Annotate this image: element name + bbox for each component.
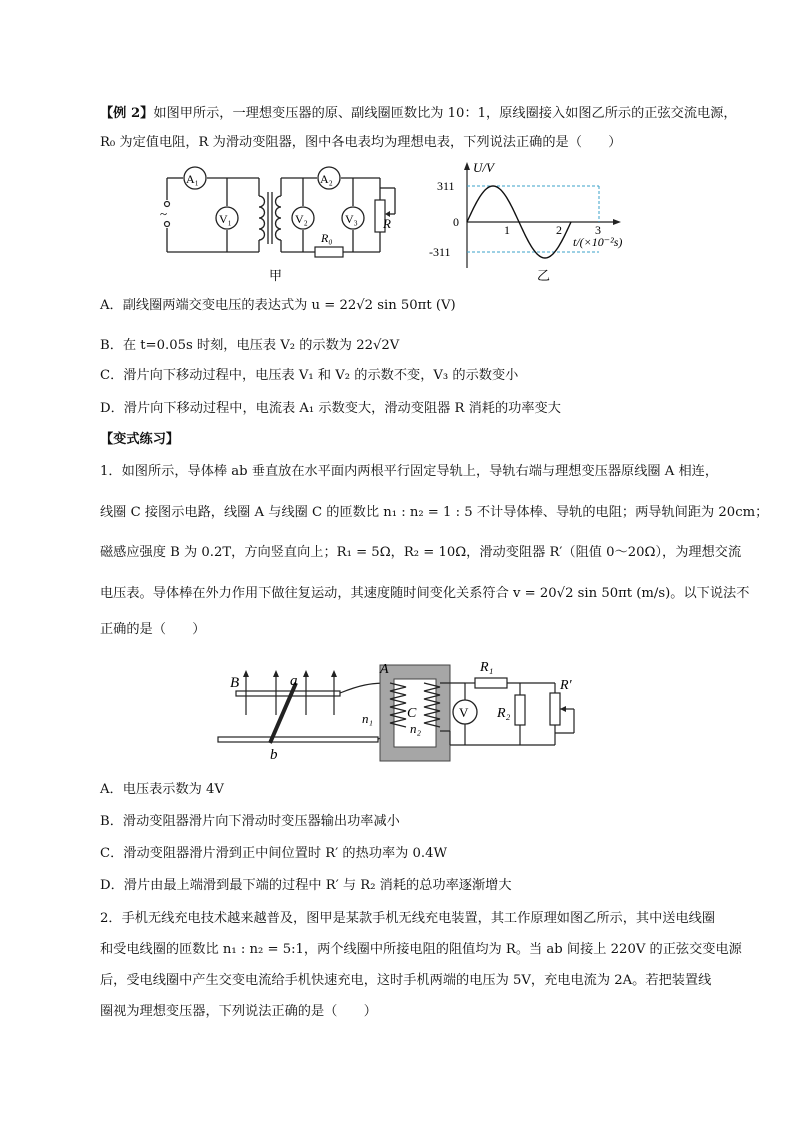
meter-a2: A₂	[320, 172, 333, 186]
label-r0: R₀	[321, 231, 333, 245]
meter-v3: V₃	[345, 212, 358, 226]
resistor-r-prime	[550, 693, 560, 725]
graph-ylabel: U/V	[473, 160, 494, 175]
label-n2: n₂	[410, 721, 422, 736]
meter-v2: V₂	[295, 212, 308, 226]
resistor-r1	[475, 678, 507, 688]
variant-heading: 【变式练习】	[100, 432, 180, 447]
q1-line4: 电压表。导体棒在外力作用下做往复运动，其速度随时间变化关系符合 v = 20√2 sin 50πt (m/s)。以下说法不	[100, 586, 750, 601]
ac-source-symbol: ~	[160, 206, 168, 221]
graph-xlabel: t/(×10⁻²s)	[573, 235, 623, 249]
q1-line2: 线圈 C 接图示电路，线圈 A 与线圈 C 的匝数比 n₁ : n₂ = 1 : 5 不计导体棒、导轨的电阻；两导轨间距为 20cm；	[100, 505, 769, 520]
label-b-rod: b	[270, 747, 278, 763]
ytick-311: 311	[437, 179, 455, 193]
example2-option-d: D．滑片向下移动过程中，电流表 A₁ 示数变大，滑动变阻器 R 消耗的功率变大	[100, 401, 561, 416]
label-r1: R₁	[480, 660, 494, 675]
example2-option-b: B．在 t=0.05s 时刻，电压表 V₂ 的示数为 22√2V	[100, 338, 400, 353]
caption-yi: 乙	[537, 268, 551, 283]
figure-yi-sine-graph	[425, 160, 640, 285]
q1-option-c: C．滑动变阻器滑片滑到正中间位置时 R′ 的热功率为 0.4W	[100, 846, 448, 861]
example2-tag: 【例 2】	[100, 106, 154, 121]
ytick-0: 0	[453, 215, 459, 229]
example2-line2: R₀ 为定值电阻，R 为滑动变阻器，图中各电表均为理想电表，下列说法正确的是（ ）	[100, 135, 622, 150]
q1-line3: 磁感应强度 B 为 0.2T，方向竖直向上；R₁ = 5Ω，R₂ = 10Ω，滑动变阻器 R′（阻值 0～20Ω），为理想交流	[100, 545, 742, 560]
example2-text1: 如图甲所示，一理想变压器的原、副线圈匝数比为 10：1，原线圈接入如图乙所示的正弦交流电源，	[153, 106, 737, 121]
caption-jia: 甲	[269, 268, 283, 283]
label-b: B	[230, 675, 240, 691]
meter-v1: V₁	[219, 212, 232, 226]
label-coil-a: A	[380, 662, 389, 677]
example2-option-c: C．滑片向下移动过程中，电压表 V₁ 和 V₂ 的示数不变，V₃ 的示数变小	[100, 368, 519, 383]
xtick-2: 2	[556, 223, 562, 237]
q1-line5: 正确的是（ ）	[100, 622, 206, 637]
q1-option-d: D．滑片由最上端滑到最下端的过程中 R′ 与 R₂ 消耗的总功率逐渐增大	[100, 878, 512, 893]
example2-line1	[100, 104, 740, 124]
label-n1: n₁	[362, 711, 374, 726]
q2-line3: 后，受电线圈中产生交变电流给手机快速充电，这时手机两端的电压为 5V，充电电流为 2A。若把装置线	[100, 973, 712, 988]
q2-line2: 和受电线圈的匝数比 n₁ : n₂ = 5:1，两个线圈中所接电阻的阻值均为 R。当 ab 间接上 220V 的正弦交变电源	[100, 942, 742, 957]
figure-q1-rail-transformer	[210, 655, 590, 765]
q1-option-a: A．电压表示数为 4V	[100, 782, 224, 797]
label-coil-c: C	[407, 706, 417, 721]
q2-line4: 圈视为理想变压器，下列说法正确的是（ ）	[100, 1004, 377, 1019]
ytick-neg311: -311	[429, 245, 451, 259]
example2-option-a: A．副线圈两端交变电压的表达式为 u = 22√2 sin 50πt (V)	[100, 298, 456, 313]
label-r-prime: R′	[560, 678, 572, 693]
q1-line1: 1．如图所示，导体棒 ab 垂直放在水平面内两根平行固定导轨上，导轨右端与理想变压器原线圈 A 相连，	[100, 464, 719, 479]
label-a-rod: a	[290, 673, 298, 689]
q2-line1: 2．手机无线充电技术越来越普及，图甲是某款手机无线充电装置，其工作原理如图乙所示，其中送电线圈	[100, 911, 716, 926]
xtick-3: 3	[595, 223, 601, 237]
meter-a1: A₁	[186, 172, 199, 186]
label-r: R	[383, 216, 391, 231]
resistor-r0	[315, 247, 343, 257]
meter-v-q1: V	[459, 705, 469, 720]
resistor-r2	[515, 695, 525, 725]
q1-option-b: B．滑动变阻器滑片向下滑动时变压器输出功率减小	[100, 814, 400, 829]
label-r2: R₂	[497, 706, 511, 721]
figure-jia-transformer-circuit	[155, 160, 400, 285]
xtick-1: 1	[504, 223, 510, 237]
